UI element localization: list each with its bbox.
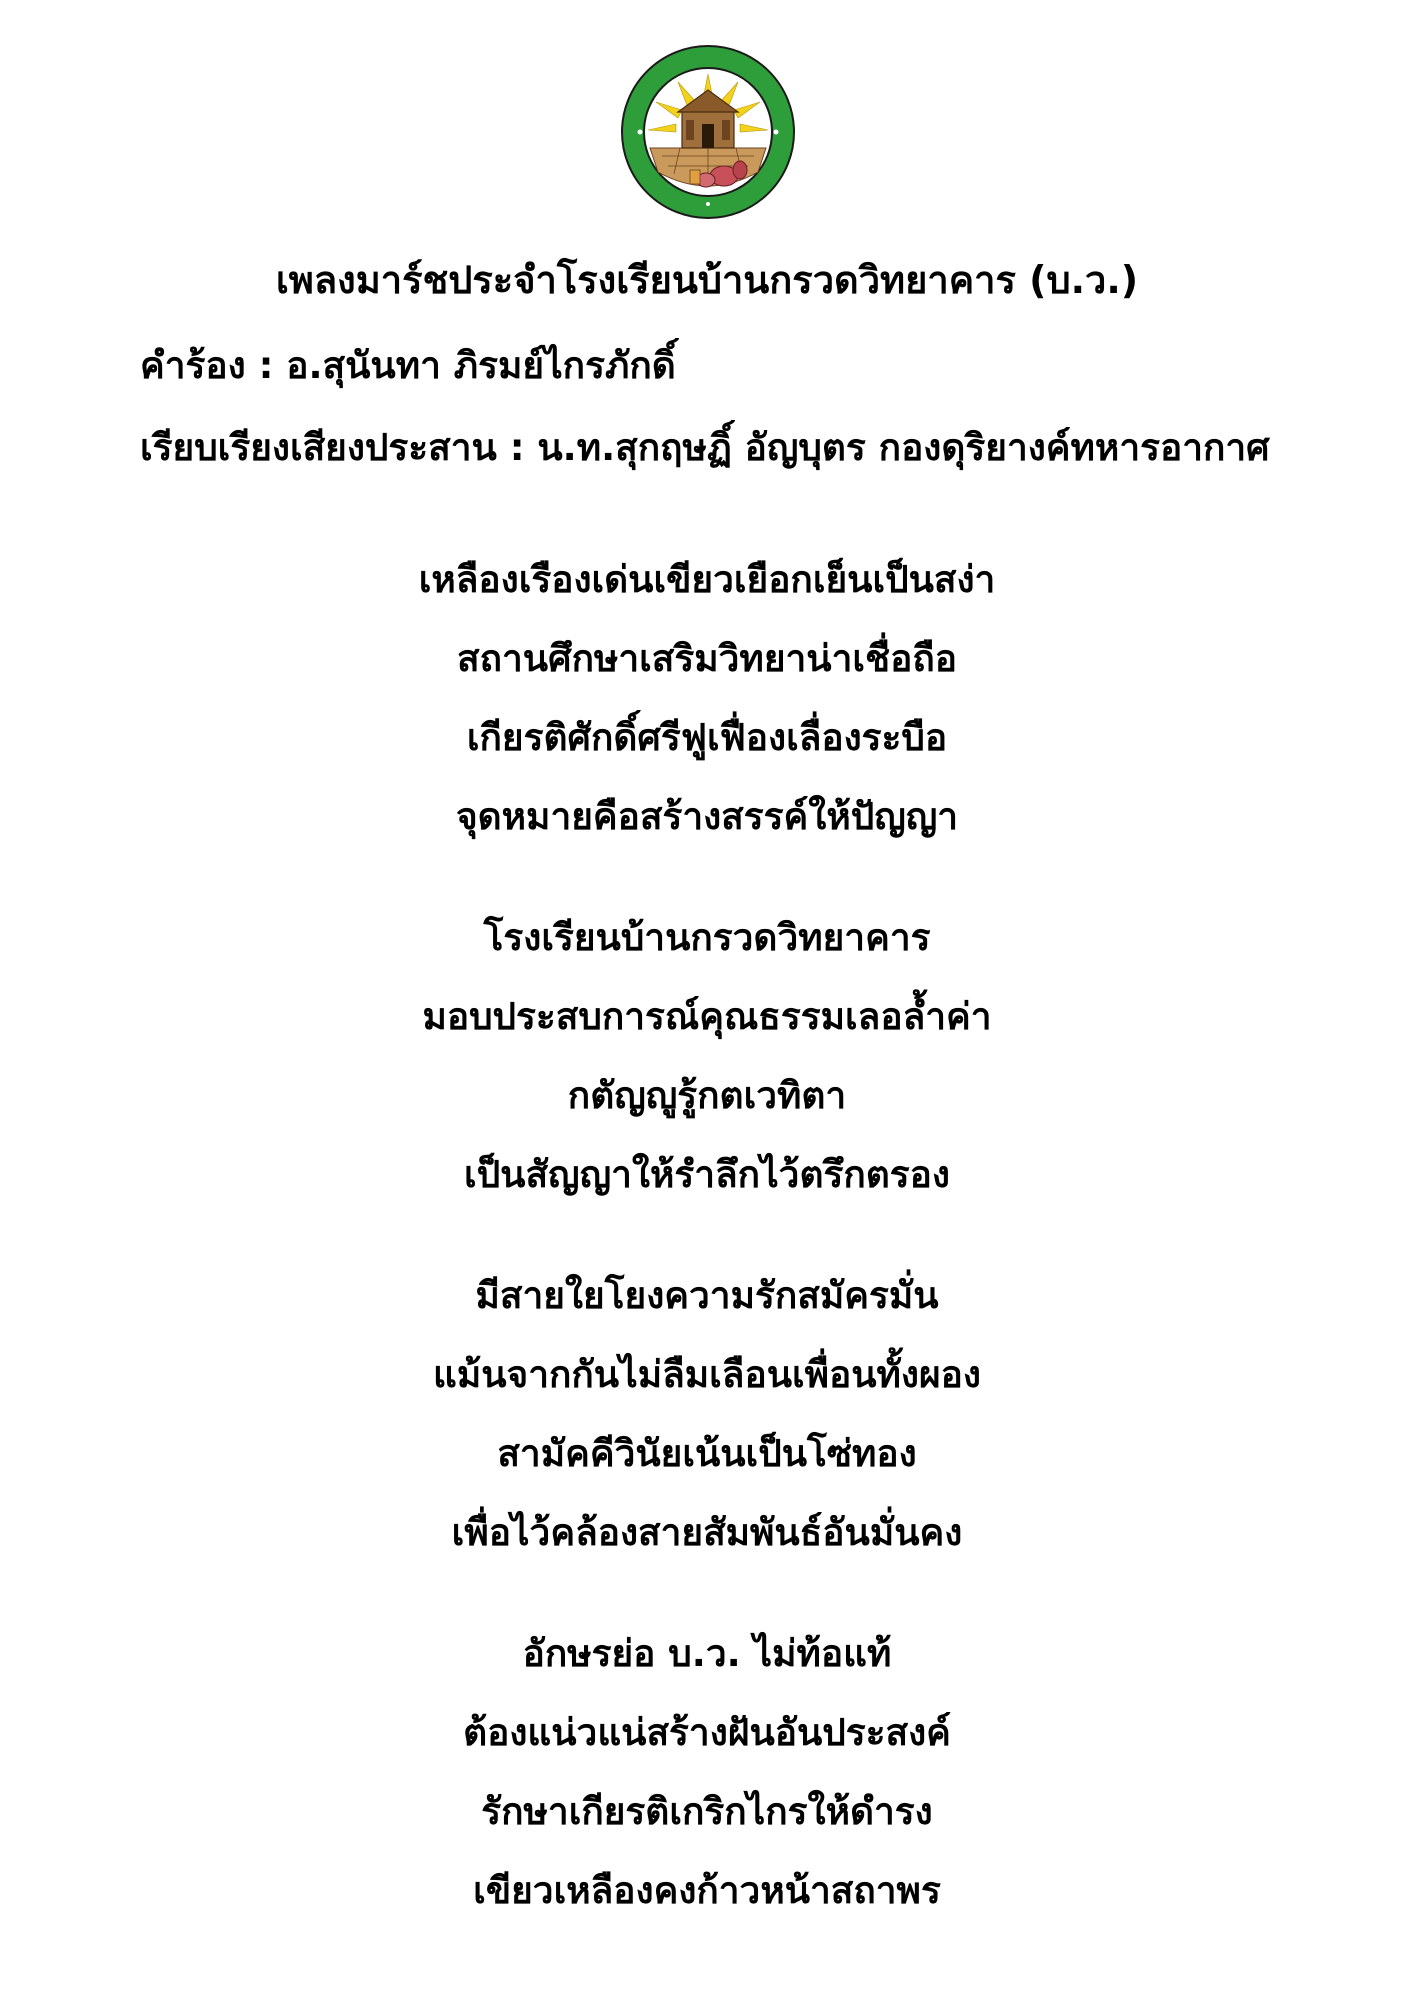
lyric-line: ต้องแน่วแน่สร้างฝันอันประสงค์	[463, 1711, 951, 1754]
lyric-line: เขียวเหลืองคงก้าวหน้าสถาพร	[473, 1869, 941, 1912]
lyric-line: เพื่อไว้คล้องสายสัมพันธ์อันมั่นคง	[451, 1511, 963, 1554]
lyricist-credit: คำร้อง : อ.สุนันทา ภิรมย์ไกรภักดิ์	[140, 344, 676, 387]
lyric-line: จุดหมายคือสร้างสรรค์ให้ปัญญา	[455, 795, 959, 838]
lyrics	[0, 540, 1414, 1972]
verse	[0, 898, 1414, 1214]
verse	[0, 1256, 1414, 1572]
lyric-line: อักษรย่อ บ.ว. ไม่ท้อแท้	[522, 1632, 892, 1675]
lyric-line: โรงเรียนบ้านกรวดวิทยาคาร	[483, 916, 931, 959]
page-title: เพลงมาร์ชประจำโรงเรียนบ้านกรวดวิทยาคาร (บ.ว.)	[275, 258, 1139, 302]
lyric-line: มอบประสบการณ์คุณธรรมเลอล้ำค่า	[422, 995, 992, 1038]
lyric-line: กตัญญูรู้กตเวทิตา	[567, 1074, 847, 1117]
lyric-line: สามัคคีวินัยเน้นเป็นโซ่ทอง	[497, 1432, 917, 1475]
verse	[0, 1614, 1414, 1930]
school-emblem-icon	[620, 44, 796, 220]
arranger-credit: เรียบเรียงเสียงประสาน : น.ท.สุกฤษฏิ์ อัญบุตร กองดุริยางค์ทหารอากาศ	[140, 426, 1270, 469]
lyric-line: สถานศึกษาเสริมวิทยาน่าเชื่อถือ	[457, 637, 957, 680]
lyric-line: เกียรติศักดิ์ศรีฟูเฟื่องเลื่องระบือ	[466, 716, 948, 759]
lyric-line: มีสายใยโยงความรักสมัครมั่น	[475, 1274, 939, 1317]
lyric-line: แม้นจากกันไม่ลืมเลือนเพื่อนทั้งผอง	[433, 1353, 981, 1396]
lyric-line: เหลืองเรืองเด่นเขียวเยือกเย็นเป็นสง่า	[418, 558, 996, 601]
lyric-line: รักษาเกียรติเกริกไกรให้ดำรง	[481, 1790, 933, 1833]
verse	[0, 540, 1414, 856]
lyric-line: เป็นสัญญาให้รำลึกไว้ตรึกตรอง	[464, 1153, 950, 1196]
